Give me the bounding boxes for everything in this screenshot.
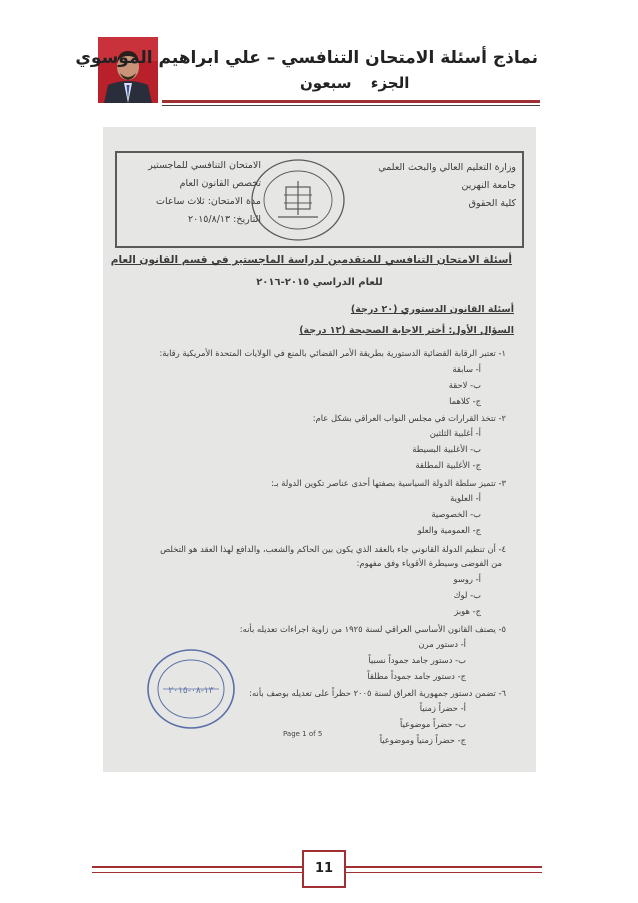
exam-info-line: تخصص القانون العام bbox=[179, 178, 261, 189]
question-text: ٦- تضمن دستور جمهورية العراق لسنة ٢٠٠٥ حظراً على تعديله بوصف بأنه: bbox=[249, 688, 506, 698]
question-text: ٣- تتميز سلطة الدولة السياسية بصفتها أحدى عناصر تكوين الدولة بـ: bbox=[271, 478, 506, 488]
answer-option: ج- دستور جامد جموداً مطلقاً bbox=[367, 671, 466, 681]
svg-text:١٣-٠٨-٢٠١٥: ١٣-٠٨-٢٠١٥ bbox=[168, 686, 214, 696]
answer-option: أ- دستور مرن bbox=[418, 639, 466, 649]
ministry-line: جامعة النهرين bbox=[461, 180, 516, 191]
question-text: ١- تعتبر الرقابة القضائية الدستورية بطريقة الأمر القضائي بالمنع في الولايات المتحدة الأمريكية رقابة: bbox=[159, 348, 506, 358]
header-rule bbox=[162, 100, 540, 103]
answer-option: ب- حضراً موضوعياً bbox=[400, 719, 466, 729]
academic-year: للعام الدراسي ٢٠١٥-٢٠١٦ bbox=[256, 277, 383, 288]
answer-option: ج- هوبز bbox=[454, 606, 481, 616]
answer-option: أ- حضراً زمنياً bbox=[419, 703, 466, 713]
answer-option: ب- الأغلبية البسيطة bbox=[412, 444, 481, 454]
answer-option: ج- حضراً زمنياً وموضوعياً bbox=[379, 735, 466, 745]
scan-page-footer: Page 1 of 5 bbox=[283, 730, 323, 738]
answer-option: أ- أغلبية الثلثين bbox=[429, 428, 481, 438]
question-text: ٤- أن تنظيم الدولة القانوني جاء بالعقد الذي يكون بين الحاكم والشعب، والدافع لهذا العقد هو التخلص bbox=[160, 544, 506, 554]
exam-info-line: مدة الامتحان: ثلاث ساعات bbox=[156, 196, 261, 207]
answer-option: أ- سابقة bbox=[452, 364, 481, 374]
footer-rule-right-thin bbox=[346, 872, 542, 873]
answer-option: ب- دستور جامد جموداً نسبياً bbox=[368, 655, 466, 665]
part-value: سبعون bbox=[300, 74, 352, 92]
college-seal bbox=[248, 157, 348, 243]
header-part bbox=[300, 74, 409, 92]
answer-option: ج- الأغلبية المطلقة bbox=[415, 460, 481, 470]
exam-title: أسئلة الامتحان التنافسي للمتقدمين لدراسة الماجستير في قسم القانون العام bbox=[110, 254, 512, 266]
question-one-title: السؤال الأول: أختر الاجابة الصحيحة (١٢ درجة) bbox=[299, 325, 514, 336]
part-label: الجزء bbox=[370, 74, 410, 92]
ministry-line: وزارة التعليم العالي والبحث العلمي bbox=[378, 162, 516, 173]
answer-option: ب- لوك bbox=[453, 590, 481, 600]
scanned-exam-page bbox=[103, 127, 536, 772]
footer-rule-right bbox=[346, 866, 542, 868]
page-number: 11 bbox=[302, 850, 346, 888]
author-photo bbox=[98, 37, 158, 103]
answer-option: ب- لاحقة bbox=[448, 380, 481, 390]
exam-info-line: التاريخ: ٢٠١٥/٨/١٣ bbox=[187, 214, 261, 225]
footer-rule-left-thin bbox=[92, 872, 302, 873]
answer-option: أ- روسو bbox=[453, 574, 481, 584]
section-title: أسئلة القانون الدستوري (٢٠ درجة) bbox=[350, 304, 514, 315]
question-text: ٢- تتخذ القرارات في مجلس النواب العراقي بشكل عام: bbox=[312, 413, 506, 423]
question-text-cont: من الفوضى وسيطرة الأقوياء وفق مفهوم: bbox=[356, 558, 502, 568]
answer-option: ب- الخصوصية bbox=[431, 509, 481, 519]
answer-option: أ- العلوية bbox=[450, 493, 481, 503]
ministry-line: كلية الحقوق bbox=[468, 198, 516, 209]
official-stamp bbox=[145, 647, 237, 731]
question-text: ٥- يصنف القانون الأساسي العراقي لسنة ١٩٢٥ من زاوية اجراءات تعديله بأنه: bbox=[239, 624, 506, 634]
footer-rule-left bbox=[92, 866, 302, 868]
header-rule-thin bbox=[162, 105, 540, 106]
ministry-block bbox=[371, 159, 516, 213]
answer-option: ج- العمومية والعلو bbox=[417, 525, 481, 535]
header-title: نماذج أسئلة الامتحان التنافسي – علي ابراهيم الموسوي bbox=[75, 48, 538, 68]
answer-option: ج- كلاهما bbox=[449, 396, 481, 406]
exam-info-block bbox=[121, 157, 261, 229]
exam-info-line: الامتحان التنافسي للماجستير bbox=[148, 160, 261, 171]
